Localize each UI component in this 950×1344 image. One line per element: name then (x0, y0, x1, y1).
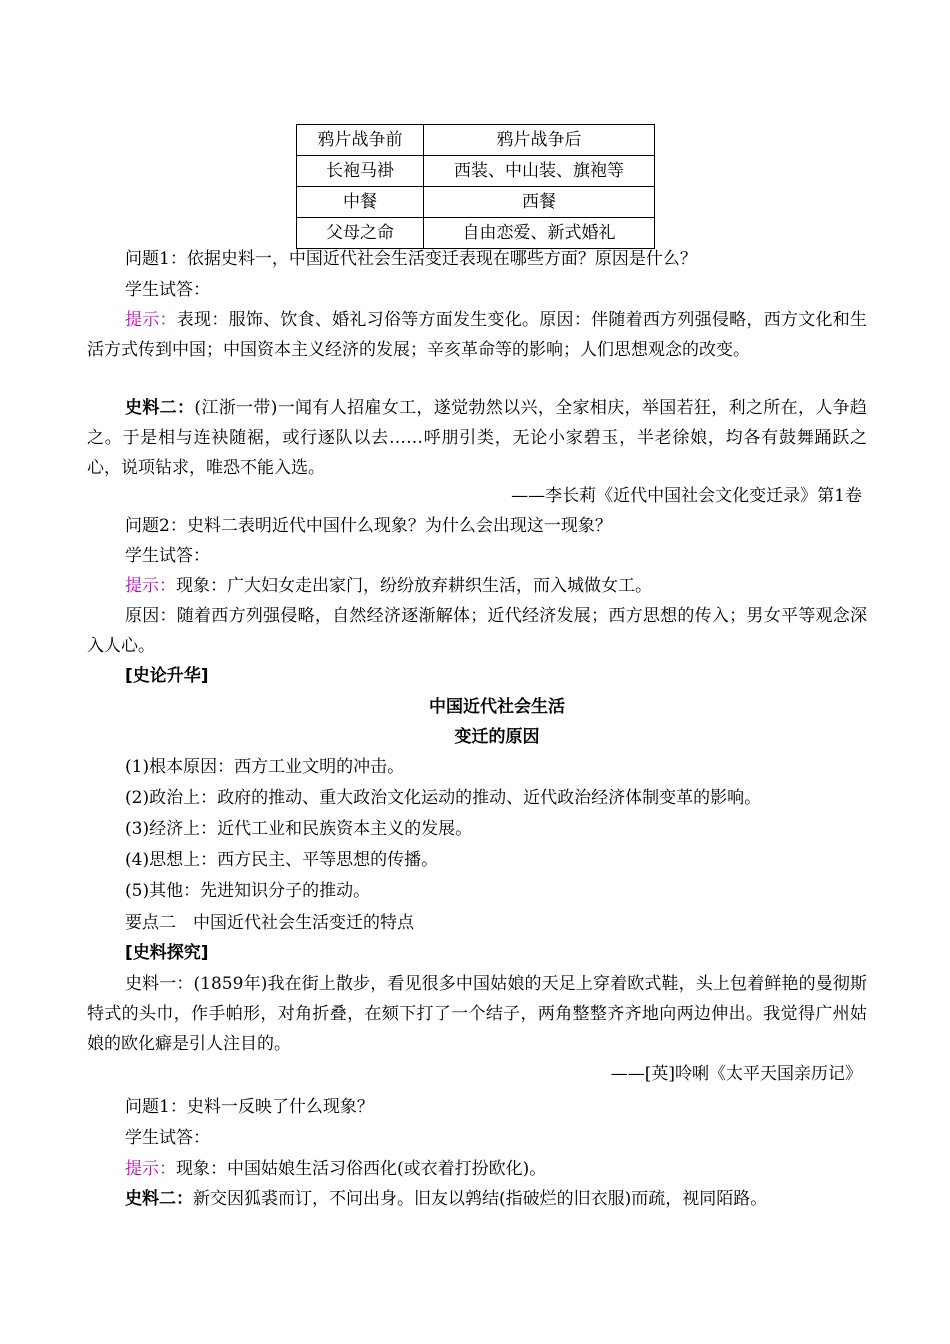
material-text: 新交因狐裘而订，不问出身。旧友以鹑结(指破烂的旧衣服)而疏，视同陌路。 (193, 1189, 768, 1209)
material-label: 史料二： (125, 398, 195, 418)
material-source: ——[英]呤唎《太平天国亲历记》 (610, 1064, 862, 1084)
comparison-table (296, 124, 655, 249)
summary-title-line-1: 中国近代社会生活 (429, 697, 565, 717)
summary-item: (1)根本原因：西方工业文明的冲击。 (125, 757, 405, 777)
summary-item: (5)其他：先进知识分子的推动。 (125, 881, 371, 901)
hint-paragraph (87, 305, 867, 365)
question-1: 问题1：史料一反映了什么现象？ (125, 1097, 374, 1117)
summary-item: (3)经济上：近代工业和民族资本主义的发展。 (125, 819, 473, 839)
material-1-paragraph: 史料一：(1859年)我在街上散步，看见很多中国姑娘的天足上穿着欧式鞋，头上包着鲜艳的曼彻斯特式的头巾，作手帕形，对角折叠，在颏下打了一个结子，两角整整齐齐地向两边伸出。我觉得广州姑娘的欧化癖是引人注目的。 (87, 974, 867, 1054)
table-cell: 西餐 (424, 187, 655, 218)
table-row (297, 187, 655, 218)
table-cell: 鸦片战争后 (424, 125, 655, 156)
reason-paragraph: 原因：随着西方列强侵略，自然经济逐渐解体；近代经济发展；西方思想的传入；男女平等观念深入人心。 (87, 606, 867, 656)
student-answer-label: 学生试答： (125, 1128, 210, 1148)
hint-paragraph (87, 571, 905, 601)
student-answer-label: 学生试答： (125, 546, 210, 566)
question-1: 问题1：依据史料一，中国近代社会生活变迁表现在哪些方面？原因是什么？ (125, 249, 697, 269)
section-heading: [史论升华] (125, 666, 209, 686)
material-source: ——李长莉《近代中国社会文化变迁录》第1卷 (511, 486, 862, 506)
hint-text: 现象：中国姑娘生活习俗西化(或衣着打扮欧化)。 (176, 1159, 547, 1179)
hint-label: 提示： (125, 310, 177, 330)
table-cell: 长袍马褂 (297, 156, 424, 187)
table-cell: 西装、中山装、旗袍等 (424, 156, 655, 187)
hint-label: 提示： (125, 576, 176, 596)
table-cell: 自由恋爱、新式婚礼 (424, 218, 655, 249)
summary-title-line-2: 变迁的原因 (454, 727, 540, 747)
table-cell: 父母之命 (297, 218, 424, 249)
material-text: (江浙一带)一闻有人招雇女工，遂觉勃然以兴，全家相庆，举国若狂，利之所在，人争趋之。于是相与连袂随裾，或行逐队以去……呼朋引类，无论小家碧玉，半老徐娘，均各有鼓舞踊跃之心，说项钻求，唯恐不能入选。 (87, 398, 868, 478)
table-header-row (297, 125, 655, 156)
table-cell: 鸦片战争前 (297, 125, 424, 156)
section-heading: [史料探究] (125, 943, 209, 963)
material-2-paragraph (87, 1184, 905, 1214)
summary-item: (4)思想上：西方民主、平等思想的传播。 (125, 850, 439, 870)
hint-text: 现象：广大妇女走出家门，纷纷放弃耕织生活，而入城做女工。 (176, 576, 652, 596)
hint-paragraph (87, 1154, 905, 1184)
hint-text: 表现：服饰、饮食、婚礼习俗等方面发生变化。原因：伴随着西方列强侵略，西方文化和生活方式传到中国；中国资本主义经济的发展；辛亥革命等的影响；人们思想观念的改变。 (87, 310, 868, 360)
student-answer-label: 学生试答： (125, 280, 210, 300)
hint-label: 提示： (125, 1159, 176, 1179)
table-cell: 中餐 (297, 187, 424, 218)
question-2: 问题2：史料二表明近代中国什么现象？为什么会出现这一现象？ (125, 516, 612, 536)
material-2-paragraph (87, 393, 867, 483)
summary-item: (2)政治上：政府的推动、重大政治文化运动的推动、近代政治经济体制变革的影响。 (125, 788, 762, 808)
material-label: 史料二： (125, 1189, 193, 1209)
key-point-heading: 要点二 中国近代社会生活变迁的特点 (125, 913, 414, 933)
table-row (297, 156, 655, 187)
